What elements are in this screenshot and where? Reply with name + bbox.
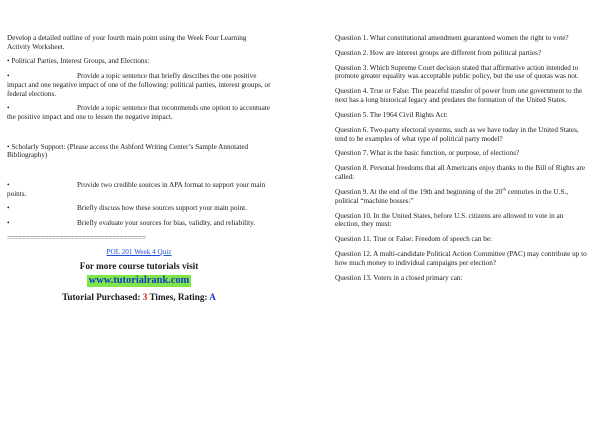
- question-10: Question 10. In the United States, before U.S. citizens are allowed to vote in an election, they must:: [335, 211, 564, 229]
- question-3: Question 3. Which Supreme Court decision stated that affirmative action intended to promote greater equality was acceptable public policy, but the use of quotas was not.: [335, 63, 579, 81]
- question-6: Question 6. Two-party electoral systems, such as we have today in the United States, tend to be examples of what type of political party model?: [335, 125, 579, 143]
- left-column: [7, 34, 271, 303]
- separator-rule: =====================================: [7, 233, 146, 242]
- question-12: Question 12. A multi-candidate Political Action Committee (PAC) may contribute up to how much money to individual campaigns per election?: [335, 250, 587, 267]
- bullet-discuss-sources: [7, 204, 271, 213]
- spacer: [7, 128, 271, 143]
- bullet-text: Briefly evaluate your sources for bias, validity, and reliability.: [77, 219, 256, 228]
- quiz-link-row: [7, 248, 271, 257]
- url-row: [7, 275, 271, 287]
- bullet-marker: •: [7, 204, 10, 213]
- question-11: Question 11. True or False: Freedom of speech can be:: [335, 235, 493, 244]
- bullet-text: Provide a topic sentence that recommends one option to accentuate the positive impact and one to lessen the negative impact.: [7, 104, 270, 121]
- purchased-middle: Times, Rating:: [147, 292, 210, 303]
- tutorial-purchased-line: [7, 291, 271, 303]
- tutorialrank-url-link[interactable]: www.tutorialrank.com: [88, 275, 190, 287]
- purchased-count: 3: [142, 292, 148, 303]
- question-2: Question 2. How are interest groups are different from political parties?: [335, 48, 542, 57]
- question-4: Question 4. True or False: The peaceful transfer of power from one government to the next has a long historical legacy and predates the formation of the United States.: [335, 87, 583, 105]
- bullet-evaluate-sources: [7, 219, 271, 228]
- question-1: Question 1. What constitutional amendment guaranteed women the right to vote?: [335, 34, 569, 42]
- question-7: Question 7. What is the basic function, or purpose, of elections?: [335, 149, 520, 158]
- question-9-part-b: centuries in the U.S., political “machine bosses:”: [335, 187, 569, 205]
- question-13: Question 13. Voters in a closed primary can:: [335, 273, 463, 282]
- purchased-prefix: Tutorial Purchased:: [62, 292, 143, 303]
- right-column: [335, 34, 587, 289]
- question-8: Question 8. Personal freedoms that all Americans enjoy thanks to the Bill of Rights are called:: [335, 164, 586, 182]
- question-9-part-a: Question 9. At the end of the 19th and beginning of the 20: [335, 187, 503, 196]
- bullet-credible-sources: [7, 181, 271, 198]
- spacer: [7, 166, 271, 181]
- intro-paragraph: Develop a detailed outline of your fourth main point using the Week Four Learning Activity Worksheet.: [7, 34, 247, 51]
- bullet-marker: •: [7, 104, 10, 113]
- question-9: [335, 188, 587, 205]
- question-5: Question 5. The 1964 Civil Rights Act:: [335, 110, 448, 119]
- bullet-text: Provide two credible sources in APA format to support your main points.: [7, 181, 266, 198]
- bullet-marker: •: [7, 72, 10, 81]
- bullet-marker: •: [7, 219, 10, 228]
- question-9-superscript: th: [502, 186, 506, 192]
- rating-value: A: [209, 292, 216, 303]
- quiz-link[interactable]: POL 201 Week 4 Quiz: [106, 247, 172, 256]
- bullet-political-parties: • Political Parties, Interest Groups, and Elections:: [7, 57, 150, 66]
- bullet-text: Briefly discuss how these sources support your main point.: [77, 204, 247, 213]
- bullet-text: Provide a topic sentence that briefly describes the one positive impact and one negative impact of one of the following: political parties, interest groups, or federal elections.: [7, 72, 271, 98]
- bullet-marker: •: [7, 181, 10, 190]
- bullet-topic-sentence-recommend: [7, 104, 271, 121]
- bullet-scholarly-support: • Scholarly Support: (Please access the Ashford Writing Center’s Sample Annotated Bibliography): [7, 142, 249, 160]
- bullet-topic-sentence-impact: [7, 72, 271, 98]
- more-tutorials-text: For more course tutorials visit: [79, 261, 199, 272]
